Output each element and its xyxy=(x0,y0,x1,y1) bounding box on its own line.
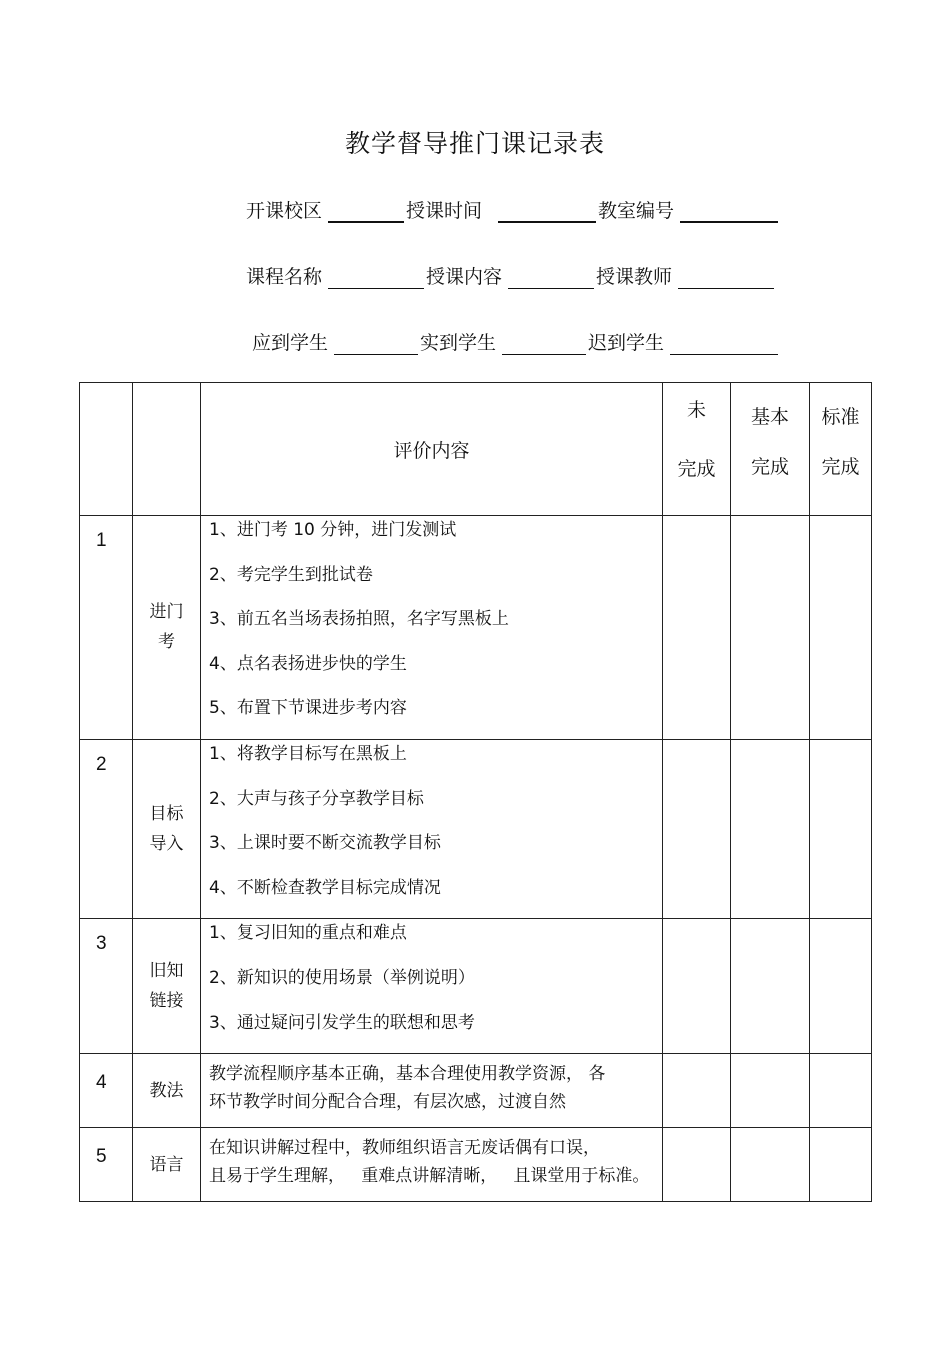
row-category xyxy=(133,919,201,1054)
basic-done-cell[interactable] xyxy=(731,516,810,740)
row-items xyxy=(201,919,663,1054)
row-category xyxy=(133,739,201,918)
list-item: 3、通过疑问引发学生的联想和思考 xyxy=(209,1012,475,1033)
category-line: 导入 xyxy=(149,834,184,855)
standard-done-cell[interactable] xyxy=(810,919,872,1054)
course-label: 课程名称 xyxy=(246,266,323,288)
header-not-done xyxy=(663,383,731,516)
table-row xyxy=(80,1054,872,1128)
list-item: 1、将教学目标写在黑板上 xyxy=(209,743,407,764)
table-row xyxy=(80,919,872,1054)
row-description xyxy=(201,1128,663,1202)
row-category xyxy=(133,516,201,740)
list-item: 4、点名表扬进步快的学生 xyxy=(209,653,407,674)
standard-done-cell[interactable] xyxy=(810,516,872,740)
actual-label: 实到学生 xyxy=(420,332,497,354)
header-row xyxy=(80,383,872,516)
row-category xyxy=(133,1054,201,1128)
list-item: 1、复习旧知的重点和难点 xyxy=(209,923,407,944)
list-item: 2、考完学生到批试卷 xyxy=(209,564,373,585)
basic-done-cell[interactable] xyxy=(731,919,810,1054)
actual-field[interactable] xyxy=(502,332,586,355)
category-line: 教法 xyxy=(149,1080,184,1101)
row-number: 2 xyxy=(80,739,133,918)
page-title: 教学督导推门课记录表 xyxy=(344,129,605,158)
category-line: 旧知 xyxy=(149,961,184,982)
course-field[interactable] xyxy=(328,266,424,289)
header-not-line1: 未 xyxy=(686,399,706,421)
description-line: 且易于学生理解， 重难点讲解清晰， 且课堂用于标准。 xyxy=(209,1166,650,1187)
category-line: 语言 xyxy=(149,1154,184,1175)
teacher-field[interactable] xyxy=(678,266,774,289)
not-done-cell[interactable] xyxy=(663,1054,731,1128)
header-basic-line2: 完成 xyxy=(750,456,789,478)
expected-field[interactable] xyxy=(334,332,418,355)
expected-label: 应到学生 xyxy=(252,332,329,354)
row-items xyxy=(201,739,663,918)
basic-done-cell[interactable] xyxy=(731,1054,810,1128)
row-number: 3 xyxy=(80,919,133,1054)
row-number: 4 xyxy=(80,1054,133,1128)
description-line: 环节教学时间分配合合理，有层次感，过渡自然 xyxy=(209,1092,566,1113)
not-done-cell[interactable] xyxy=(663,1128,731,1202)
standard-done-cell[interactable] xyxy=(810,1128,872,1202)
description-line: 在知识讲解过程中，教师组织语言无废话偶有口误， xyxy=(209,1138,600,1159)
info-row-2 xyxy=(246,262,776,289)
not-done-cell[interactable] xyxy=(663,739,731,918)
room-field[interactable] xyxy=(680,199,778,223)
row-description xyxy=(201,1054,663,1128)
row-number: 1 xyxy=(80,516,133,740)
time-field[interactable] xyxy=(498,199,596,223)
category-line: 链接 xyxy=(149,991,184,1012)
list-item: 3、前五名当场表扬拍照，名字写黑板上 xyxy=(209,609,509,630)
table-row xyxy=(80,516,872,740)
category-line: 考 xyxy=(158,632,175,653)
list-item: 2、新知识的使用场景（举例说明） xyxy=(209,967,475,988)
late-field[interactable] xyxy=(670,332,778,355)
row-items xyxy=(201,516,663,740)
campus-field[interactable] xyxy=(328,199,404,223)
header-not-line2: 完成 xyxy=(677,458,716,480)
teacher-label: 授课教师 xyxy=(596,266,673,288)
evaluation-table xyxy=(79,382,872,1202)
header-std-done xyxy=(810,383,872,516)
header-content: 评价内容 xyxy=(201,383,663,516)
standard-done-cell[interactable] xyxy=(810,1054,872,1128)
basic-done-cell[interactable] xyxy=(731,739,810,918)
row-category xyxy=(133,1128,201,1202)
table-row xyxy=(80,739,872,918)
not-done-cell[interactable] xyxy=(663,919,731,1054)
basic-done-cell[interactable] xyxy=(731,1128,810,1202)
standard-done-cell[interactable] xyxy=(810,739,872,918)
content-label: 授课内容 xyxy=(426,266,503,288)
list-item: 1、进门考 10 分钟，进门发测试 xyxy=(209,520,457,540)
header-std-line1: 标准 xyxy=(821,406,860,428)
not-done-cell[interactable] xyxy=(663,516,731,740)
category-line: 目标 xyxy=(149,804,184,825)
list-item: 5、布置下节课进步考内容 xyxy=(209,698,407,719)
room-label: 教室编号 xyxy=(598,200,675,222)
header-basic-done xyxy=(731,383,810,516)
row-number: 5 xyxy=(80,1128,133,1202)
list-item: 3、上课时要不断交流教学目标 xyxy=(209,833,441,854)
late-label: 迟到学生 xyxy=(588,332,665,354)
table-row xyxy=(80,1128,872,1202)
header-cat-cell xyxy=(133,383,201,516)
content-field[interactable] xyxy=(508,266,594,289)
header-basic-line1: 基本 xyxy=(750,406,789,428)
list-item: 4、不断检查教学目标完成情况 xyxy=(209,877,441,898)
info-row-3 xyxy=(252,328,780,355)
list-item: 2、大声与孩子分享教学目标 xyxy=(209,788,424,809)
header-std-line2: 完成 xyxy=(821,456,860,478)
time-label: 授课时间 xyxy=(406,200,483,222)
campus-label: 开课校区 xyxy=(246,200,323,222)
description-line: 教学流程顺序基本正确，基本合理使用教学资源， 各 xyxy=(209,1064,606,1085)
header-num-cell xyxy=(80,383,133,516)
info-row-1 xyxy=(246,196,780,223)
category-line: 进门 xyxy=(149,602,184,623)
